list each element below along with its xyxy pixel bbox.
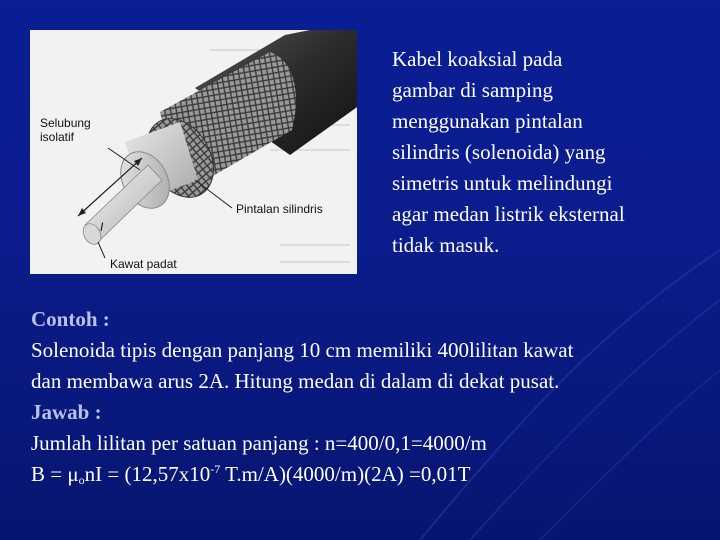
example-text-line: Solenoida tipis dengan panjang 10 cm memiliki 400lilitan kawat bbox=[31, 338, 574, 362]
wire-label: Kawat padat bbox=[110, 257, 177, 271]
answer-heading: Jawab : bbox=[31, 400, 102, 424]
formula-end: T.m/A)(4000/m)(2A) =0,01T bbox=[220, 462, 471, 486]
formula-prefix: B = bbox=[31, 462, 68, 486]
formula-middle: nI = (12,57x10 bbox=[84, 462, 211, 486]
insulator-label: Selubung isolatif bbox=[40, 116, 91, 144]
intro-line: agar medan listrik eksternal bbox=[392, 202, 625, 226]
coaxial-cable-illustration bbox=[30, 30, 357, 274]
braid-label: Pintalan silindris bbox=[236, 202, 323, 216]
formula-exponent: -7 bbox=[210, 462, 221, 476]
example-section bbox=[31, 304, 711, 490]
answer-formula bbox=[31, 459, 711, 490]
intro-line: gambar di samping bbox=[392, 78, 553, 102]
coaxial-cable-figure bbox=[30, 30, 357, 274]
intro-line: menggunakan pintalan bbox=[392, 109, 583, 133]
mu-subscript: o bbox=[78, 473, 85, 487]
intro-line: silindris (solenoida) yang bbox=[392, 140, 606, 164]
current-label: I bbox=[100, 220, 104, 234]
intro-line: simetris untuk melindungi bbox=[392, 171, 613, 195]
example-text-line: dan membawa arus 2A. Hitung medan di dalam di dekat pusat. bbox=[31, 369, 560, 393]
intro-paragraph bbox=[392, 44, 697, 261]
answer-text-line: Jumlah lilitan per satuan panjang : n=400/0,1=4000/m bbox=[31, 431, 487, 455]
mu-symbol: μ bbox=[67, 462, 79, 486]
intro-line: Kabel koaksial pada bbox=[392, 47, 563, 71]
intro-line: tidak masuk. bbox=[392, 233, 500, 257]
example-heading: Contoh : bbox=[31, 307, 110, 331]
